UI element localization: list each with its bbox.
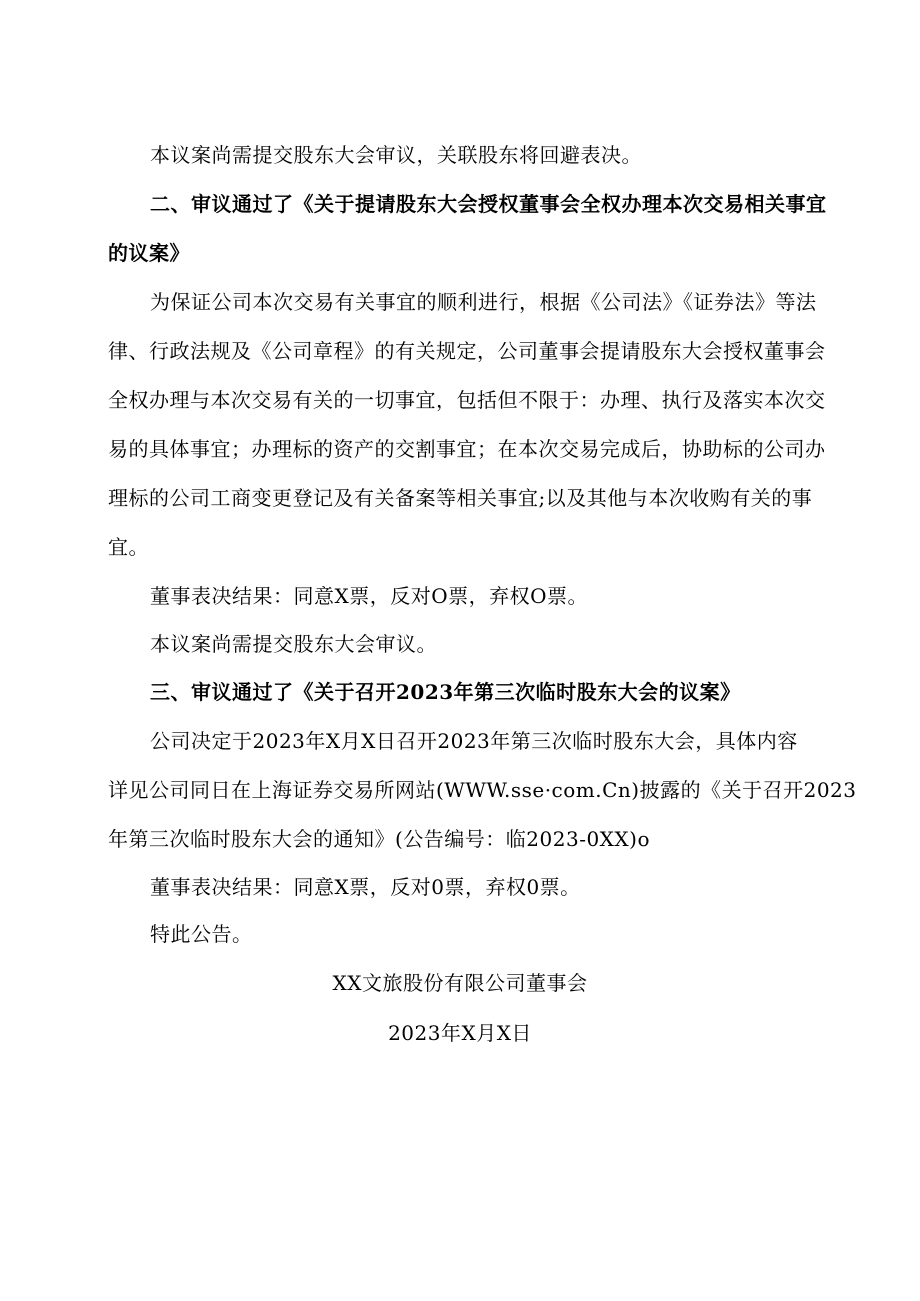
signature-board: XX文旅股份有限公司董事会 bbox=[332, 971, 588, 995]
closing-statement: 特此公告。 bbox=[150, 922, 253, 946]
vote-result-2: 董事表决结果：同意X票，反对O票，弃权O票。 bbox=[150, 584, 589, 608]
vote-result-3: 董事表决结果：同意X票，反对0票，弃权0票。 bbox=[150, 875, 581, 899]
paragraph-authorization-line-4: 易的具体事宜；办理标的资产的交割事宜；在本次交易完成后，协助标的公司办 bbox=[108, 437, 826, 461]
paragraph-meeting-line-3: 年第三次临时股东大会的通知》(公告编号：临2023-0XX)o bbox=[108, 827, 651, 851]
section-heading-3: 三、审议通过了《关于召开2023年第三次临时股东大会的议案》 bbox=[150, 680, 741, 704]
paragraph-authorization-line-5: 理标的公司工商变更登记及有关备案等相关事宜;以及其他与本次收购有关的事 bbox=[108, 486, 813, 510]
paragraph-review-note: 本议案尚需提交股东大会审议，关联股东将回避表决。 bbox=[150, 143, 642, 167]
paragraph-authorization-line-6: 宜。 bbox=[108, 535, 149, 559]
paragraph-authorization-line-3: 全权办理与本次交易有关的一切事宜，包括但不限于：办理、执行及落实本次交 bbox=[108, 388, 826, 412]
section-heading-2-line-1: 二、审议通过了《关于提请股东大会授权董事会全权办理本次交易相关事宜 bbox=[150, 192, 827, 216]
section-heading-2-line-2: 的议案》 bbox=[108, 241, 190, 265]
paragraph-authorization-line-1: 为保证公司本次交易有关事宜的顺利进行，根据《公司法》《证券法》等法 bbox=[150, 290, 817, 314]
signature-date: 2023年X月X日 bbox=[388, 1021, 532, 1045]
paragraph-authorization-line-2: 律、行政法规及《公司章程》的有关规定，公司董事会提请股东大会授权董事会 bbox=[108, 339, 826, 363]
paragraph-review-note-2: 本议案尚需提交股东大会审议。 bbox=[150, 632, 437, 656]
paragraph-meeting-line-1: 公司决定于2023年X月X日召开2023年第三次临时股东大会，具体内容 bbox=[150, 729, 798, 753]
paragraph-meeting-line-2: 详见公司同日在上海证券交易所网站(WWW.sse·com.Cn)披露的《关于召开2023 bbox=[108, 778, 857, 802]
